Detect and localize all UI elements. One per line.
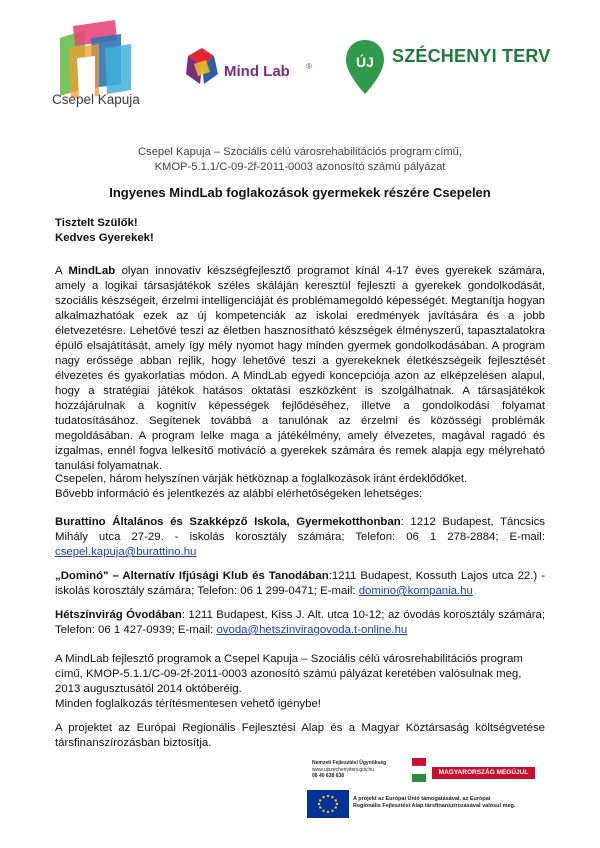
intro-line-1: Csepel Kapuja – Szociális célú városrehabilitációs program című,	[138, 146, 462, 158]
venue-name: Burattino Általános és Szakképző Iskola, Gyermekotthonban	[55, 516, 401, 528]
csepel-kapuja-logo-text: Csepel Kapuja	[52, 92, 140, 107]
venue-hetszinvirag: Hétszínvirág Óvodában: 1211 Budapest, Kiss J. Alt. utca 10-12; az óvodás korosztály számára; Telefon: 06 1 427-0939; E-mail: ovoda@hetszinviragovoda.t-online.hu	[55, 609, 545, 636]
cofinancing-paragraph: A projektet az Európai Regionális Fejlesztési Alap és a Magyar Köztársaság költségvetése társfinanszírozásban biztosítja.	[55, 722, 545, 749]
mindlab-registered-mark: ®	[306, 62, 312, 71]
uj-pin-logo-icon	[343, 38, 387, 96]
eu-funding-notice: A projekt az Európai Unió támogatásával, az Európai Regionális Fejlesztési Alap társfinanszírozásával valósul meg.	[353, 796, 516, 809]
mindlab-description-paragraph: A MindLab olyan innovatív készségfejlesztő programot kínál 4-17 éves gyerekek számára, amely a logikai társasjátékok széles skáláján keresztül fejleszti a gyerekek gondolkodását, szociális készségeit, érzelmi intelligenciáját és problémamegoldó képességét. Megtanítja hogyan alkalmazhatóak ezek az új kompetenciák az iskolai eredmények javítására és a jobb életvezetésre. Lehetővé teszi az életben hasznosítható készségek élményszerű, tapasztalatokra épülő elsajátítását, amely így mély nyomot hagy minden gyermek gondolkodásában. A program nagy erőssége abban rejlik, hogy lehetővé teszi a gyerekeknek életkészségeik fejlesztését élvezetes és gyakorlatias módon. A MindLab egyedi koncepciója azon az elképzelésen alapul, hogy a stratégiai játékok hatásos oktatási eszközként is szolgálhatnak. A társasjátékok hozzájárulnak a kognitív képességek fejlődéséhez, illetve a gondolkodási folyamat tudatosításához. Segítenek továbbá a tanulónak az érzelmi és közösségi problémák megoldásában. A program lelke maga a játékélmény, amely élvezetes, magával ragadó és izgalmas, ennél fogva lelkesítő motiváció a gyerekek számára és remek alapja egy mélyreható tanulási folyamatnak.	[55, 265, 545, 472]
venue-burattino: Burattino Általános és Szakképző Iskola, Gyermekotthonban: 1212 Budapest, Táncsics Mihály utca 27-29. - iskolás korosztály számára; Telefon: 06 1 278-2884; E-mail: csepel.kapuja@burattino.hu	[55, 516, 545, 558]
venue-name: „Dominó" – Alternatív Ifjúsági Klub és Tanodában	[55, 570, 329, 582]
mindlab-bold-name: MindLab	[68, 265, 116, 277]
szechenyi-terv-logo-text: SZÉCHENYI TERV	[392, 46, 551, 66]
email-link-domino[interactable]: domino@kompania.hu	[358, 585, 473, 597]
hungary-flag-logo-icon	[412, 758, 426, 782]
venue-domino: „Dominó" – Alternatív Ifjúsági Klub és Tanodában:1211 Budapest, Kossuth Lajos utca 22.) - iskolás korosztály számára; Telefon: 06 1 299-0471; E-mail: domino@kompania.hu	[55, 570, 545, 597]
email-link-burattino[interactable]: csepel.kapuja@burattino.hu	[55, 546, 197, 558]
mindlab-logo-text: Mind Lab	[224, 63, 290, 80]
email-link-hetszinvirag[interactable]: ovoda@hetszinviragovoda.t-online.hu	[216, 624, 408, 636]
locations-intro-paragraph: Csepelen, három helyszínen várják hétköznap a foglalkozások iránt érdeklődőket. Bővebb információ és jelentkezés az alábbi elérhetőségeken lehetséges:	[55, 473, 468, 500]
document-title: Ingyenes MindLab foglakozások gyermekek részére Csepelen	[109, 185, 491, 200]
greeting-parents: Tisztelt Szülők!	[55, 217, 138, 229]
funding-period-paragraph: A MindLab fejlesztő programok a Csepel Kapuja – Szociális célú városrehabilitációs program című, KMOP-5.1.1/C-09-2f-2011-0003 azonosító számú pályázat keretében valósulnak meg, 2013 augusztusától 2014 októberéig. Minden foglalkozás térítésmentesen vehető igénybe!	[55, 653, 523, 710]
agency-info: Nemzeti Fejlesztési Ügynökség www.ujszechenyiterv.gov.hu 06 40 638 638	[312, 760, 387, 779]
greeting-children: Kedves Gyerekek!	[55, 232, 154, 244]
intro-line-2: KMOP-5.1.1/C-09-2f-2011-0003 azonosító számú pályázat	[154, 161, 446, 173]
venue-name: Hétszínvirág Óvodában	[55, 609, 182, 621]
uj-logo-text: ÚJ	[356, 54, 374, 70]
magyarorszag-megujul-banner: MAGYARORSZÁG MEGÚJUL	[432, 767, 535, 779]
eu-flag-icon	[307, 790, 349, 818]
